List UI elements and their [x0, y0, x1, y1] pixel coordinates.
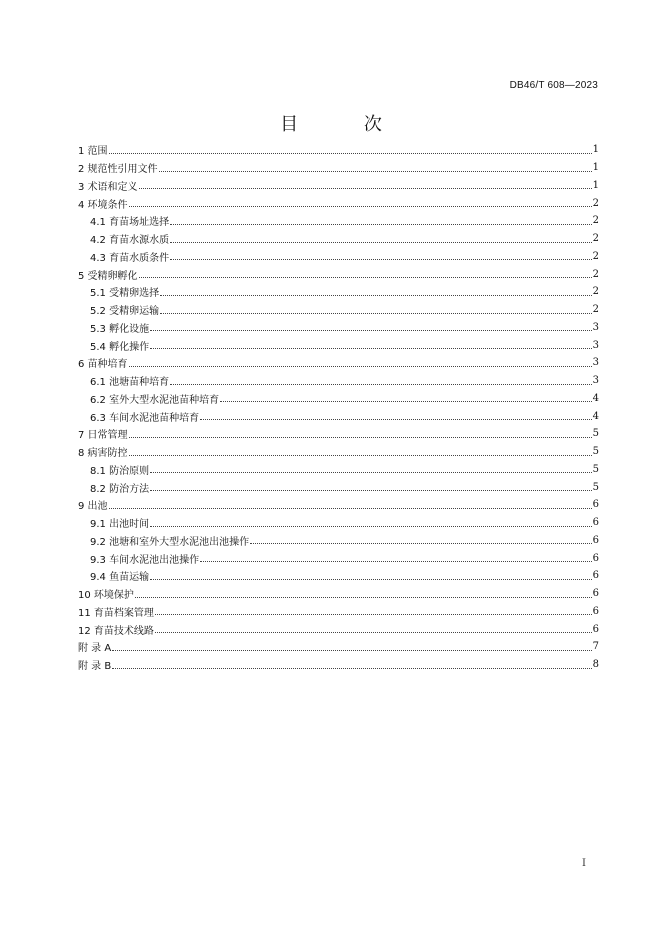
toc-entry[interactable]: [78, 372, 599, 390]
toc-entry-page: 6: [592, 499, 599, 511]
toc-entry-page: 1: [592, 179, 599, 191]
toc-dot-leader: [109, 507, 592, 509]
toc-entry-page: 2: [592, 268, 599, 280]
toc-entry-label: 4 环境条件: [78, 199, 128, 211]
toc-entry[interactable]: [78, 425, 599, 443]
toc-entry-page: 1: [592, 162, 599, 174]
toc-entry-label: 9.2 池塘和室外大型水泥池出池操作: [90, 536, 250, 548]
toc-entry-label: 9.3 车间水泥池出池操作: [90, 554, 200, 566]
toc-entry[interactable]: [78, 496, 599, 514]
toc-entry[interactable]: [78, 319, 599, 337]
toc-dot-leader: [139, 187, 592, 189]
toc-entry[interactable]: [78, 478, 599, 496]
toc-entry-page: 6: [592, 605, 599, 617]
toc-entry-page: 2: [592, 250, 599, 262]
toc-entry-label: 5.3 孵化设施: [90, 323, 150, 335]
toc-entry-label: 11 育苗档案管理: [78, 607, 154, 619]
toc-dot-leader: [150, 347, 592, 349]
toc-entry[interactable]: [78, 159, 599, 177]
toc-entry-label: 10 环境保护: [78, 590, 134, 602]
toc-dot-leader: [150, 525, 592, 527]
toc-dot-leader: [160, 312, 592, 314]
toc-entry-page: 2: [592, 215, 599, 227]
toc-entry-page: 6: [592, 623, 599, 635]
toc-entry[interactable]: [78, 301, 599, 319]
toc-entry[interactable]: [78, 265, 599, 283]
toc-entry-label: 8.1 防治原则: [90, 465, 150, 477]
toc-entry[interactable]: [78, 212, 599, 230]
toc-dot-leader: [220, 400, 592, 402]
toc-dot-leader: [112, 649, 591, 651]
toc-dot-leader: [170, 223, 592, 225]
toc-entry-page: 3: [592, 339, 599, 351]
toc-entry-label: 2 规范性引用文件: [78, 164, 158, 176]
toc-entry-label: 9.1 出池时间: [90, 519, 150, 531]
toc-entry[interactable]: [78, 248, 599, 266]
toc-entry-label: 4.1 育苗场址选择: [90, 217, 170, 229]
toc-entry[interactable]: [78, 638, 599, 656]
toc-dot-leader: [109, 152, 592, 154]
toc-entry[interactable]: [78, 532, 599, 550]
toc-entry-page: 5: [592, 463, 599, 475]
toc-entry[interactable]: [78, 230, 599, 248]
toc-entry[interactable]: [78, 603, 599, 621]
toc-entry-page: 3: [592, 321, 599, 333]
toc-entry[interactable]: [78, 141, 599, 159]
toc-entry-label: 5 受精卵孵化: [78, 270, 138, 282]
toc-dot-leader: [129, 454, 592, 456]
table-of-contents: [78, 141, 599, 674]
toc-entry[interactable]: [78, 461, 599, 479]
toc-entry-label: 5.2 受精卵运输: [90, 306, 160, 318]
toc-entry-page: 7: [592, 641, 599, 653]
toc-entry[interactable]: [78, 620, 599, 638]
toc-dot-leader: [155, 631, 592, 633]
toc-entry-page: 6: [592, 534, 599, 546]
document-code: DB46/T 608—2023: [509, 80, 598, 91]
toc-dot-leader: [112, 667, 591, 669]
toc-entry-label: 12 育苗技术线路: [78, 625, 154, 637]
toc-entry-page: 6: [592, 552, 599, 564]
toc-entry-page: 5: [592, 428, 599, 440]
toc-entry-page: 8: [592, 659, 599, 671]
toc-entry-page: 4: [592, 410, 599, 422]
toc-dot-leader: [200, 560, 592, 562]
toc-entry-page: 2: [592, 197, 599, 209]
toc-dot-leader: [150, 489, 592, 491]
page-title: 目 次: [280, 114, 412, 135]
toc-entry[interactable]: [78, 656, 599, 674]
toc-entry[interactable]: [78, 407, 599, 425]
toc-dot-leader: [129, 436, 592, 438]
toc-entry-label: 5.4 孵化操作: [90, 341, 150, 353]
toc-dot-leader: [200, 418, 592, 420]
toc-entry[interactable]: [78, 567, 599, 585]
toc-entry-page: 2: [592, 304, 599, 316]
toc-entry-label: 8.2 防治方法: [90, 483, 150, 495]
toc-entry-page: 2: [592, 286, 599, 298]
toc-dot-leader: [150, 578, 592, 580]
toc-entry[interactable]: [78, 514, 599, 532]
toc-entry-page: 2: [592, 233, 599, 245]
toc-entry-page: 5: [592, 481, 599, 493]
toc-entry-label: 6.3 车间水泥池苗种培育: [90, 412, 200, 424]
toc-entry-label: 4.3 育苗水质条件: [90, 252, 170, 264]
toc-entry-label: 7 日常管理: [78, 430, 128, 442]
toc-entry-page: 6: [592, 588, 599, 600]
toc-dot-leader: [155, 613, 592, 615]
toc-entry[interactable]: [78, 194, 599, 212]
footer-page-number: I: [582, 858, 586, 869]
toc-entry-page: 1: [592, 144, 599, 156]
toc-dot-leader: [139, 276, 592, 278]
toc-entry[interactable]: [78, 585, 599, 603]
toc-entry-page: 3: [592, 357, 599, 369]
toc-dot-leader: [135, 596, 592, 598]
toc-dot-leader: [170, 383, 592, 385]
toc-entry-label: 6.2 室外大型水泥池苗种培育: [90, 394, 220, 406]
toc-entry[interactable]: [78, 390, 599, 408]
toc-dot-leader: [129, 205, 592, 207]
toc-entry[interactable]: [78, 283, 599, 301]
toc-entry[interactable]: [78, 177, 599, 195]
toc-entry-label: 9.4 鱼苗运输: [90, 572, 150, 584]
toc-entry-label: 9 出池: [78, 501, 108, 513]
toc-dot-leader: [170, 241, 592, 243]
toc-entry-label: 4.2 育苗水源水质: [90, 235, 170, 247]
toc-entry-label: 3 术语和定义: [78, 181, 138, 193]
toc-entry-label: 6 苗种培育: [78, 359, 128, 371]
toc-entry[interactable]: [78, 336, 599, 354]
toc-entry-page: 6: [592, 517, 599, 529]
toc-entry-page: 3: [592, 375, 599, 387]
toc-entry-page: 6: [592, 570, 599, 582]
toc-entry-page: 4: [592, 392, 599, 404]
toc-dot-leader: [160, 294, 592, 296]
toc-entry-label: 5.1 受精卵选择: [90, 288, 160, 300]
toc-entry-label: 8 病害防控: [78, 448, 128, 460]
toc-entry-label: 附 录 A: [78, 643, 112, 655]
toc-dot-leader: [150, 471, 592, 473]
toc-dot-leader: [170, 258, 592, 260]
toc-entry-label: 附 录 B: [78, 661, 112, 673]
toc-dot-leader: [129, 365, 592, 367]
toc-entry-label: 1 范围: [78, 146, 108, 158]
toc-entry[interactable]: [78, 354, 599, 372]
toc-dot-leader: [150, 329, 592, 331]
toc-dot-leader: [250, 542, 592, 544]
toc-entry-label: 6.1 池塘苗种培育: [90, 377, 170, 389]
toc-entry[interactable]: [78, 443, 599, 461]
toc-entry-page: 5: [592, 446, 599, 458]
toc-dot-leader: [159, 170, 592, 172]
toc-entry[interactable]: [78, 549, 599, 567]
